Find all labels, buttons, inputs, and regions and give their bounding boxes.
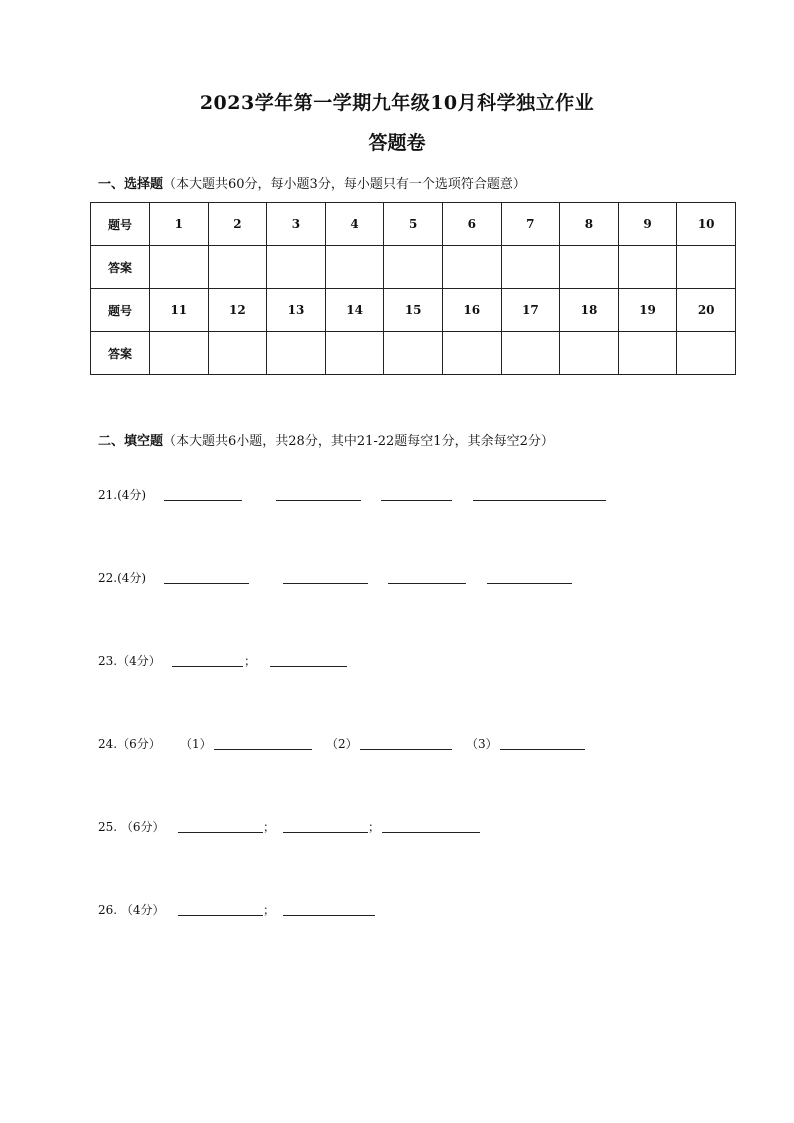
answer-cell[interactable] xyxy=(208,246,267,289)
answer-row-1 xyxy=(91,246,736,289)
answer-cell[interactable] xyxy=(618,246,677,289)
section1-heading xyxy=(98,173,526,192)
question-25-label: 25. （6分） xyxy=(98,820,165,834)
answer-cell[interactable] xyxy=(501,246,560,289)
answer-cell[interactable] xyxy=(150,332,209,375)
page-title: 2023学年第一学期九年级10月科学独立作业 xyxy=(199,92,595,114)
separator: ； xyxy=(244,654,257,668)
answer-cell[interactable] xyxy=(325,246,384,289)
question-number: 12 xyxy=(208,289,267,332)
answer-cell[interactable] xyxy=(384,332,443,375)
question-21-label: 21.(4分) xyxy=(98,488,147,502)
answer-cell[interactable] xyxy=(560,332,619,375)
answer-blank[interactable] xyxy=(172,654,243,667)
answer-cell[interactable] xyxy=(560,246,619,289)
part-1-label: （1） xyxy=(180,737,212,751)
question-number: 8 xyxy=(560,203,619,246)
answer-blank[interactable] xyxy=(283,820,368,833)
question-number: 16 xyxy=(442,289,501,332)
row-label-number: 题号 xyxy=(91,203,150,246)
question-number: 19 xyxy=(618,289,677,332)
question-number: 6 xyxy=(442,203,501,246)
answer-blank[interactable] xyxy=(270,654,347,667)
question-22-label: 22.(4分) xyxy=(98,571,147,585)
question-number: 20 xyxy=(677,289,736,332)
answer-blank[interactable] xyxy=(178,820,263,833)
answer-blank[interactable] xyxy=(388,571,466,584)
answer-row-2 xyxy=(91,332,736,375)
answer-blank[interactable] xyxy=(178,903,263,916)
separator: ； xyxy=(368,820,381,834)
answer-cell[interactable] xyxy=(501,332,560,375)
answer-blank[interactable] xyxy=(283,571,368,584)
row-label-answer: 答案 xyxy=(91,332,150,375)
answer-cell[interactable] xyxy=(208,332,267,375)
question-number: 4 xyxy=(325,203,384,246)
answer-blank[interactable] xyxy=(276,488,361,501)
question-number: 13 xyxy=(267,289,326,332)
page-subtitle: 答题卷 xyxy=(368,132,426,154)
answer-cell[interactable] xyxy=(618,332,677,375)
question-number: 9 xyxy=(618,203,677,246)
answer-grid xyxy=(90,202,736,375)
row-label-number: 题号 xyxy=(91,289,150,332)
question-23-label: 23.（4分） xyxy=(98,654,161,668)
separator: ； xyxy=(263,903,276,917)
question-number: 17 xyxy=(501,289,560,332)
answer-cell[interactable] xyxy=(442,332,501,375)
question-number: 14 xyxy=(325,289,384,332)
separator: ； xyxy=(263,820,276,834)
answer-blank[interactable] xyxy=(164,571,249,584)
question-number: 18 xyxy=(560,289,619,332)
answer-blank[interactable] xyxy=(283,903,375,916)
answer-cell[interactable] xyxy=(267,332,326,375)
answer-cell[interactable] xyxy=(442,246,501,289)
section1-note: （本大题共60分，每小题3分，每小题只有一个选项符合题意） xyxy=(163,177,526,192)
answer-blank[interactable] xyxy=(473,488,606,501)
section2-note: （本大题共6小题，共28分，其中21-22题每空1分，其余每空2分） xyxy=(163,434,554,449)
answer-cell[interactable] xyxy=(677,246,736,289)
question-24-label: 24.（6分） xyxy=(98,737,161,751)
section2-label: 二、填空题 xyxy=(98,434,164,449)
answer-cell[interactable] xyxy=(384,246,443,289)
answer-blank[interactable] xyxy=(382,820,480,833)
question-number: 11 xyxy=(150,289,209,332)
question-number: 15 xyxy=(384,289,443,332)
answer-blank[interactable] xyxy=(164,488,242,501)
question-26-label: 26. （4分） xyxy=(98,903,165,917)
answer-cell[interactable] xyxy=(677,332,736,375)
answer-cell[interactable] xyxy=(325,332,384,375)
question-number: 7 xyxy=(501,203,560,246)
answer-blank[interactable] xyxy=(500,737,585,750)
section2-heading xyxy=(98,430,554,449)
answer-cell[interactable] xyxy=(150,246,209,289)
answer-blank[interactable] xyxy=(487,571,572,584)
number-row-1 xyxy=(91,203,736,246)
answer-blank[interactable] xyxy=(214,737,312,750)
part-2-label: （2） xyxy=(326,737,358,751)
answer-cell[interactable] xyxy=(267,246,326,289)
number-row-2 xyxy=(91,289,736,332)
answer-blank[interactable] xyxy=(360,737,452,750)
answer-blank[interactable] xyxy=(381,488,452,501)
part-3-label: （3） xyxy=(466,737,498,751)
question-number: 3 xyxy=(267,203,326,246)
question-number: 1 xyxy=(150,203,209,246)
question-number: 10 xyxy=(677,203,736,246)
section1-label: 一、选择题 xyxy=(98,177,164,192)
question-number: 5 xyxy=(384,203,443,246)
question-number: 2 xyxy=(208,203,267,246)
row-label-answer: 答案 xyxy=(91,246,150,289)
